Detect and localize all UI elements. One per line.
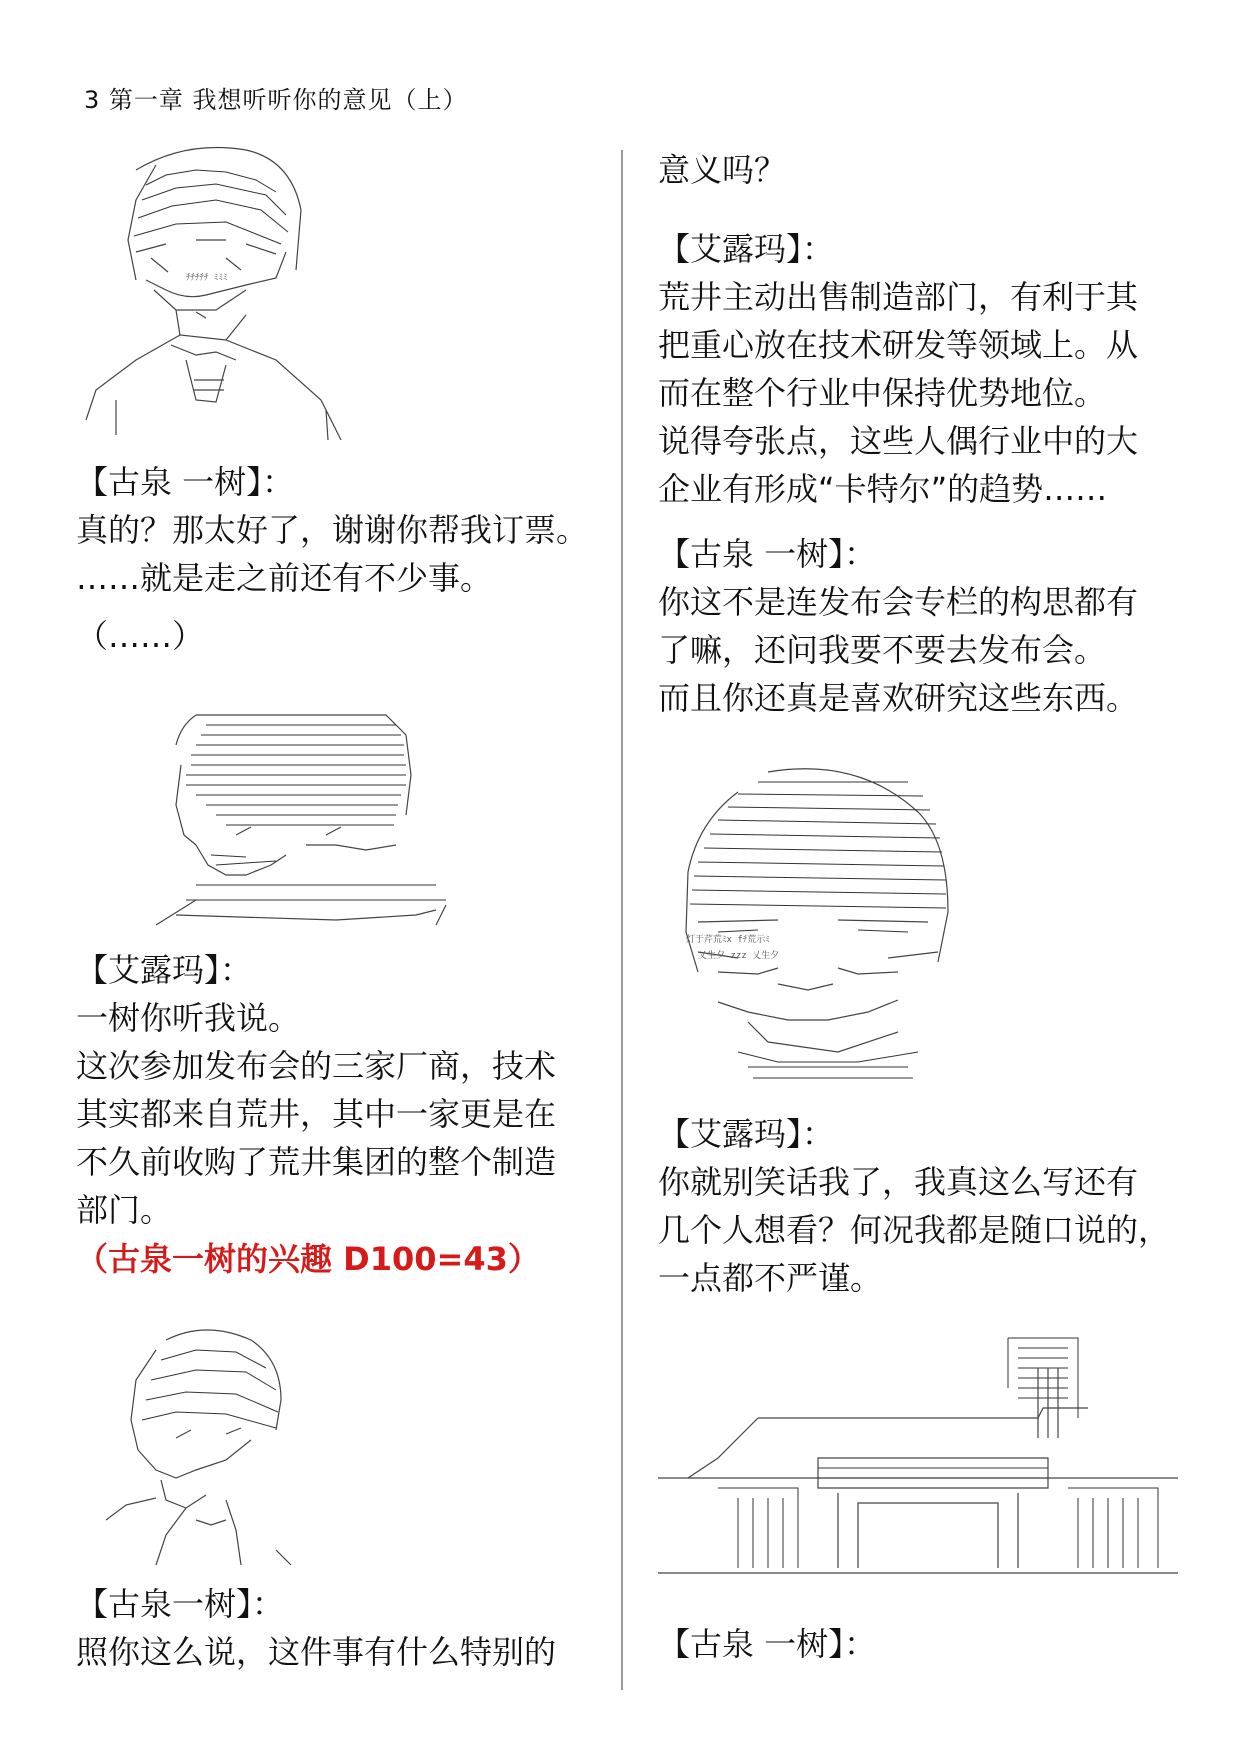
speaker-name: 【古泉 一树】： [658,1625,877,1663]
ascii-art-koizumi-thinking [76,1320,376,1570]
dialogue-line: 而在整个行业中保持优势地位。 [658,374,1107,412]
dialogue-elma-1 [76,946,556,1234]
dialogue-line: 不久前收购了荒井集团的整个制造 [76,1143,557,1181]
aside-ellipsis: （……） [76,617,205,655]
dialogue-line: 一点都不严谨。 [658,1259,883,1297]
speaker-name: 【艾露玛】： [658,230,835,268]
speaker-name: 【古泉 一树】： [76,463,295,501]
speaker-name: 【艾露玛】： [658,1115,835,1153]
dialogue-line: 你这不是连发布会专栏的构思都有 [658,583,1139,621]
ascii-art-elma-cap [136,705,466,935]
dialogue-line: 其实都来自荒井，其中一家更是在 [76,1095,557,1133]
dialogue-line: 照你这么说，这件事有什么特别的 [76,1633,557,1671]
dialogue-line: 而且你还真是喜欢研究这些东西。 [658,679,1139,717]
speaker-name: 【古泉一树】： [76,1585,285,1623]
dialogue-line: 企业有形成“卡特尔”的趋势…… [658,470,1108,508]
speaker-name: 【艾露玛】： [76,951,253,989]
dialogue-koizumi-2 [76,1580,556,1676]
dialogue-line: 一树你听我说。 [76,999,301,1037]
dialogue-line: 把重心放在技术研发等领域上。从 [658,326,1139,364]
dialogue-line: 这次参加发布会的三家厂商，技术 [76,1047,557,1085]
dialogue-line: 说得夸张点，这些人偶行业中的大 [658,422,1139,460]
dialogue-line: 你就别笑话我了，我真这么写还有 [658,1163,1139,1201]
dialogue-line: 荒井主动出售制造部门，有利于其 [658,278,1139,316]
speaker-name: 【古泉 一树】： [658,535,877,573]
dialogue-koizumi-3 [658,530,1138,722]
dialogue-line: ……就是走之前还有不少事。 [76,559,493,597]
ascii-art-label: ﾁﾁﾁﾁﾁ ﾐﾐﾐ [186,273,228,283]
dialogue-line: 部门。 [76,1191,173,1229]
ascii-art-label: 灯于芹荒ﾐx fﾁ荒示ﾐ [686,935,770,945]
dialogue-koizumi-1 [76,458,588,602]
ascii-art-koizumi-portrait [76,140,406,440]
dialogue-line: 几个人想看？何况我都是随口说的， [658,1211,1171,1249]
ascii-art-elma-face [658,762,958,1092]
interest-roll: （古泉一树的兴趣 D100=43） [76,1240,540,1278]
dialogue-line: 了嘛，还问我要不要去发布会。 [658,631,1107,669]
dialogue-line: 真的？那太好了，谢谢你帮我订票。 [76,511,589,549]
ascii-art-street-scene [658,1328,1178,1608]
column-divider [621,150,623,1690]
page-header: 3 第一章 我想听听你的意见（上） [84,86,468,114]
dialogue-koizumi-4 [658,1620,876,1668]
dialogue-elma-2 [658,225,1138,513]
dialogue-elma-3 [658,1110,1170,1302]
ascii-art-label: 乂生夕 zzz 乂生夕 [698,951,780,961]
continuation-text: 意义吗？ [658,151,787,189]
